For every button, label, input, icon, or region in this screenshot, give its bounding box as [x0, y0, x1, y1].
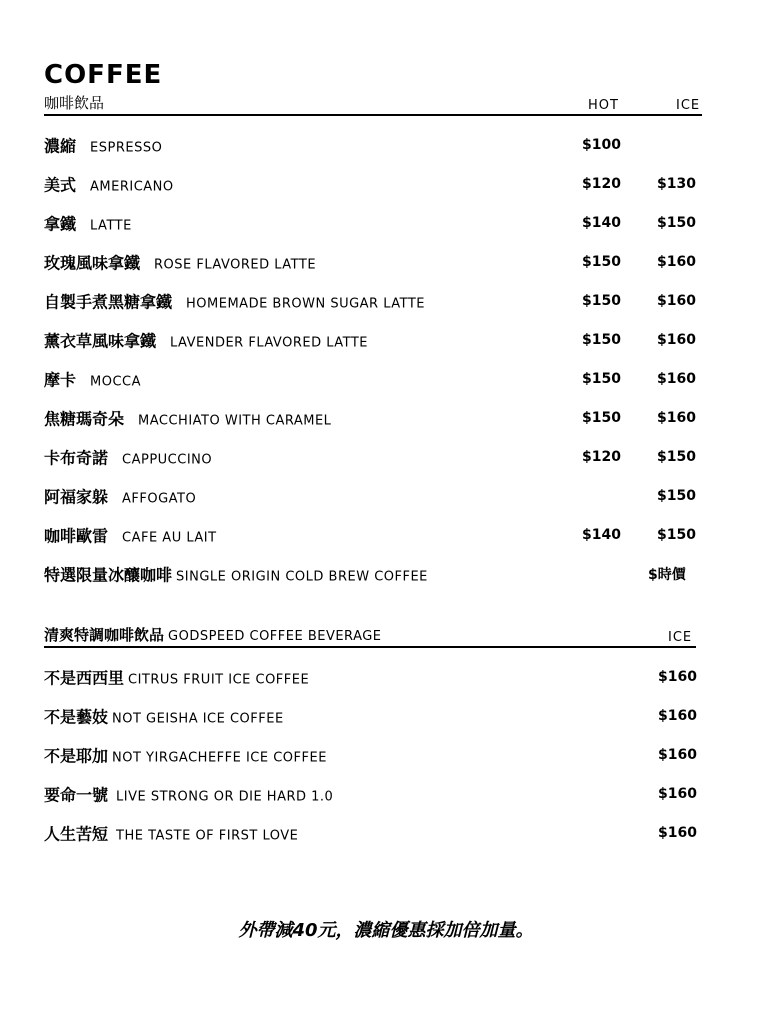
item-ice-price: $160 — [657, 253, 696, 270]
menu-item — [44, 320, 704, 359]
item-en-name: LIVE STRONG OR DIE HARD 1.0 — [116, 789, 334, 804]
item-ice-price: $時價 — [648, 566, 686, 583]
item-ice-price: $150 — [657, 448, 696, 465]
item-zh-name: 要命一號 — [44, 785, 109, 804]
menu-item — [44, 437, 704, 476]
item-zh-name: 焦糖瑪奇朵 — [44, 409, 125, 428]
coffee-section-title: 咖啡飲品 — [44, 94, 105, 112]
item-en-name: CITRUS FRUIT ICE COFFEE — [128, 672, 310, 687]
item-hot-price: $150 — [582, 370, 621, 387]
menu-item — [44, 164, 704, 203]
item-en-name: ESPRESSO — [90, 140, 163, 155]
item-ice-price: $150 — [657, 526, 696, 543]
godspeed-section-en-title: GODSPEED COFFEE BEVERAGE — [168, 629, 382, 644]
item-en-name: NOT GEISHA ICE COFFEE — [112, 711, 284, 726]
coffee-section-header — [44, 92, 702, 116]
item-en-name: MOCCA — [90, 374, 142, 389]
godspeed-section-title — [44, 624, 382, 645]
hot-column-label: HOT — [588, 98, 619, 113]
item-ice-price: $160 — [657, 370, 696, 387]
menu-item — [44, 657, 704, 696]
ice-column-label: ICE — [676, 98, 701, 113]
item-hot-price: $120 — [582, 448, 621, 465]
menu-item — [44, 813, 704, 852]
item-zh-name: 人生苦短 — [44, 824, 109, 843]
item-en-name: ROSE FLAVORED LATTE — [154, 257, 317, 272]
item-en-name: LAVENDER FLAVORED LATTE — [170, 335, 368, 350]
item-en-name: MACCHIATO WITH CARAMEL — [138, 413, 332, 428]
item-ice-price: $160 — [658, 746, 697, 763]
item-hot-price: $150 — [582, 409, 621, 426]
menu-item — [44, 696, 704, 735]
item-ice-price: $150 — [657, 214, 696, 231]
item-zh-name: 拿鐵 — [44, 214, 77, 233]
menu-item — [44, 554, 704, 593]
menu-item — [44, 735, 704, 774]
item-en-name: SINGLE ORIGIN COLD BREW COFFEE — [176, 569, 428, 584]
godspeed-ice-column-label: ICE — [668, 630, 693, 645]
item-zh-name: 不是耶加 — [44, 746, 109, 765]
godspeed-section-zh-title: 清爽特調咖啡飲品 — [44, 626, 165, 644]
item-hot-price: $150 — [582, 292, 621, 309]
godspeed-section-header — [44, 624, 696, 648]
menu-item — [44, 203, 704, 242]
menu-item — [44, 125, 704, 164]
item-hot-price: $100 — [582, 136, 621, 153]
item-hot-price: $120 — [582, 175, 621, 192]
menu-item — [44, 398, 704, 437]
menu-item — [44, 359, 704, 398]
item-en-name: NOT YIRGACHEFFE ICE COFFEE — [112, 750, 327, 765]
item-en-name: LATTE — [90, 218, 132, 233]
item-en-name: THE TASTE OF FIRST LOVE — [116, 828, 299, 843]
item-zh-name: 美式 — [44, 175, 77, 194]
menu-item — [44, 242, 704, 281]
item-ice-price: $130 — [657, 175, 696, 192]
godspeed-menu-list — [44, 657, 704, 852]
menu-item — [44, 476, 704, 515]
item-ice-price: $160 — [658, 707, 697, 724]
menu-title: COFFEE — [44, 60, 163, 90]
item-en-name: AMERICANO — [90, 179, 174, 194]
item-ice-price: $150 — [657, 487, 696, 504]
item-zh-name: 特選限量冰釀咖啡 — [44, 565, 173, 584]
item-hot-price: $140 — [582, 526, 621, 543]
item-ice-price: $160 — [657, 292, 696, 309]
item-en-name: HOMEMADE BROWN SUGAR LATTE — [186, 296, 426, 311]
item-zh-name: 阿福家躲 — [44, 487, 109, 506]
item-ice-price: $160 — [657, 409, 696, 426]
item-zh-name: 咖啡歐雷 — [44, 526, 109, 545]
item-zh-name: 玫瑰風味拿鐵 — [44, 253, 141, 272]
item-hot-price: $150 — [582, 331, 621, 348]
menu-item — [44, 774, 704, 813]
menu-item — [44, 281, 704, 320]
item-hot-price: $150 — [582, 253, 621, 270]
item-en-name: CAFE AU LAIT — [122, 530, 217, 545]
coffee-menu-list — [44, 125, 704, 593]
item-zh-name: 自製手煮黑糖拿鐵 — [44, 292, 173, 311]
item-zh-name: 濃縮 — [44, 136, 77, 155]
item-zh-name: 不是藝妓 — [44, 707, 109, 726]
item-en-name: AFFOGATO — [122, 491, 197, 506]
item-zh-name: 薰衣草風味拿鐵 — [44, 331, 157, 350]
item-zh-name: 不是西西里 — [44, 668, 125, 687]
item-hot-price: $140 — [582, 214, 621, 231]
item-ice-price: $160 — [658, 824, 697, 841]
item-ice-price: $160 — [657, 331, 696, 348]
item-zh-name: 摩卡 — [44, 370, 77, 389]
menu-item — [44, 515, 704, 554]
footer-note: 外帶減40元，濃縮優惠採加倍加量。 — [238, 920, 534, 941]
item-ice-price: $160 — [658, 668, 697, 685]
item-ice-price: $160 — [658, 785, 697, 802]
item-zh-name: 卡布奇諾 — [44, 448, 109, 467]
item-en-name: CAPPUCCINO — [122, 452, 213, 467]
